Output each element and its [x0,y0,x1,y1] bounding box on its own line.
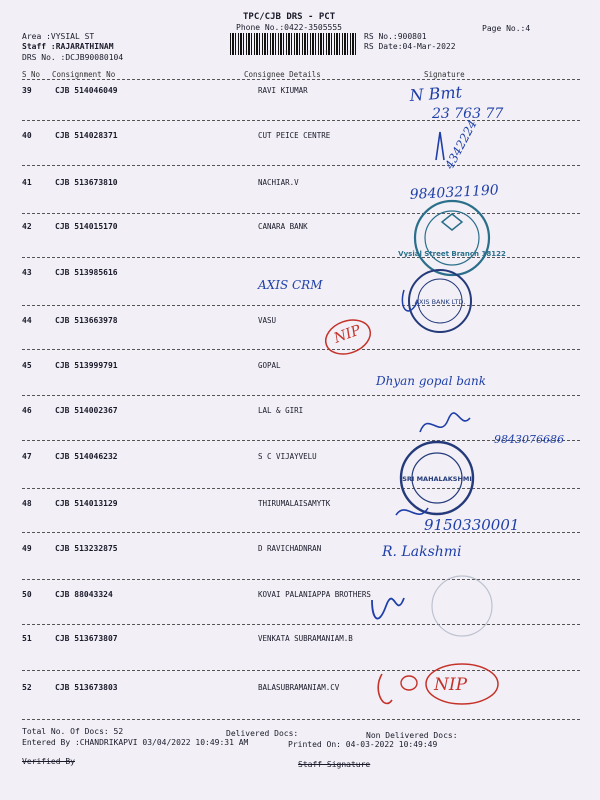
row-consignment: CJB 514046232 [55,452,118,461]
handwritten-nip: NIP [331,322,363,347]
total-docs: Total No. Of Docs: 52 [22,727,124,736]
row-consignee: VENKATA SUBRAMANIAM.B [258,634,353,643]
table-row [0,406,600,450]
row-divider [22,579,580,580]
row-sno: 50 [22,590,32,599]
row-divider [22,349,580,350]
row-consignment: CJB 513663978 [55,316,118,325]
table-row [0,452,600,496]
column-header-signature: Signature [424,70,465,79]
phone-number: Phone No.:0422-3505555 [236,23,342,32]
row-consignee: D RAVICHADNRAN [258,544,322,553]
document-title: TPC/CJB DRS - PCT [243,12,336,22]
row-sno: 48 [22,499,32,508]
row-consignee: GOPAL [258,361,281,370]
row-sno: 45 [22,361,32,370]
printed-on: Printed On: 04-03-2022 10:49:49 [288,740,438,749]
row-consignee: RAVI KIUMAR [258,86,308,95]
stamp-text: SRI MAHALAKSHMI [402,475,472,483]
row-sno: 39 [22,86,32,95]
row-sno: 43 [22,268,32,277]
row-consignee: THIRUMALAISAMYTK [258,499,331,508]
row-consignee: LAL & GIRI [258,406,304,415]
row-divider [22,719,580,720]
table-row [0,683,600,727]
handwritten-nip: NIP [434,675,468,695]
handwritten-note: Dhyan gopal bank [376,374,487,388]
table-row [0,86,600,130]
row-divider [22,395,580,396]
row-divider [22,165,580,166]
row-divider [22,257,580,258]
row-consignment: CJB 513232875 [55,544,118,553]
table-row [0,316,600,360]
stamp-text: AXIS BANK LTD. [414,298,466,306]
drs-number: DRS No. :DCJB90080104 [22,53,124,62]
row-sno: 47 [22,452,32,461]
area-label: Area :VYSIAL ST [22,32,95,41]
row-sno: 44 [22,316,32,325]
row-consignee: S C VIJAYVELU [258,452,317,461]
row-divider [22,440,580,441]
staff-label: Staff :RAJARATHINAM [22,42,114,51]
row-sno: 40 [22,131,32,140]
table-row [0,178,600,222]
handwritten-note: AXIS CRM [258,278,323,292]
row-divider [22,213,580,214]
stamp-text: Vysial Street Branch 18122 [398,250,506,258]
row-divider [22,488,580,489]
table-row [0,131,600,175]
table-row [0,634,600,678]
handwritten-phone: 9843076686 [494,433,564,446]
table-row [0,544,600,588]
row-consignment: CJB 513999791 [55,361,118,370]
row-consignee: CANARA BANK [258,222,308,231]
row-sno: 46 [22,406,32,415]
barcode [230,33,356,55]
row-consignee: KOVAI PALANIAPPA BROTHERS [258,590,371,599]
row-consignment: CJB 513985616 [55,268,118,277]
row-sno: 41 [22,178,32,187]
table-row [0,499,600,543]
handwritten-number: 4342224 [442,117,480,172]
row-sno: 51 [22,634,32,643]
handwritten-name: R. Lakshmi [382,544,462,560]
entered-by: Entered By :CHANDRIKAPVI 03/04/2022 10:49:31 AM [22,738,249,747]
handwritten-phone: 9840321190 [409,182,500,203]
row-divider [22,305,580,306]
row-consignment: CJB 514002367 [55,406,118,415]
row-sno: 49 [22,544,32,553]
column-header-sno: S No [22,70,41,79]
row-sno: 42 [22,222,32,231]
row-divider [22,624,580,625]
rs-date: RS Date:04-Mar-2022 [364,42,456,51]
row-consignment: CJB 514046049 [55,86,118,95]
row-consignee: NACHIAR.V [258,178,299,187]
table-row [0,361,600,405]
row-consignment: CJB 514028371 [55,131,118,140]
row-sno: 52 [22,683,32,692]
handwritten-phone: 9150330001 [424,516,520,534]
row-consignment: CJB 88043324 [55,590,113,599]
row-divider [22,532,580,533]
staff-signature-label: Staff Signature [298,760,371,769]
row-consignment: CJB 513673807 [55,634,118,643]
column-header-consignment: Consignment No [52,70,116,79]
handwritten-number: 23 763 77 [432,106,504,122]
table-row [0,222,600,266]
row-consignee: VASU [258,316,277,325]
table-row [0,590,600,634]
row-consignment: CJB 513673810 [55,178,118,187]
row-divider [22,120,580,121]
rs-number: RS No.:900801 [364,32,427,41]
handwritten-signature: N Bmt [408,82,463,105]
verified-by: Verified By [22,757,75,766]
row-divider [22,670,580,671]
page-number: Page No.:4 [482,24,531,33]
row-consignee: BALASUBRAMANIAM.CV [258,683,340,692]
column-header-consignee: Consignee Details [244,70,321,79]
header-divider [22,79,580,80]
row-consignee: CUT PEICE CENTRE [258,131,331,140]
row-consignment: CJB 514015170 [55,222,118,231]
row-consignment: CJB 513673803 [55,683,118,692]
row-consignment: CJB 514013129 [55,499,118,508]
delivered-docs: Delivered Docs: [226,729,299,738]
non-delivered-docs: Non Delivered Docs: [366,731,458,740]
